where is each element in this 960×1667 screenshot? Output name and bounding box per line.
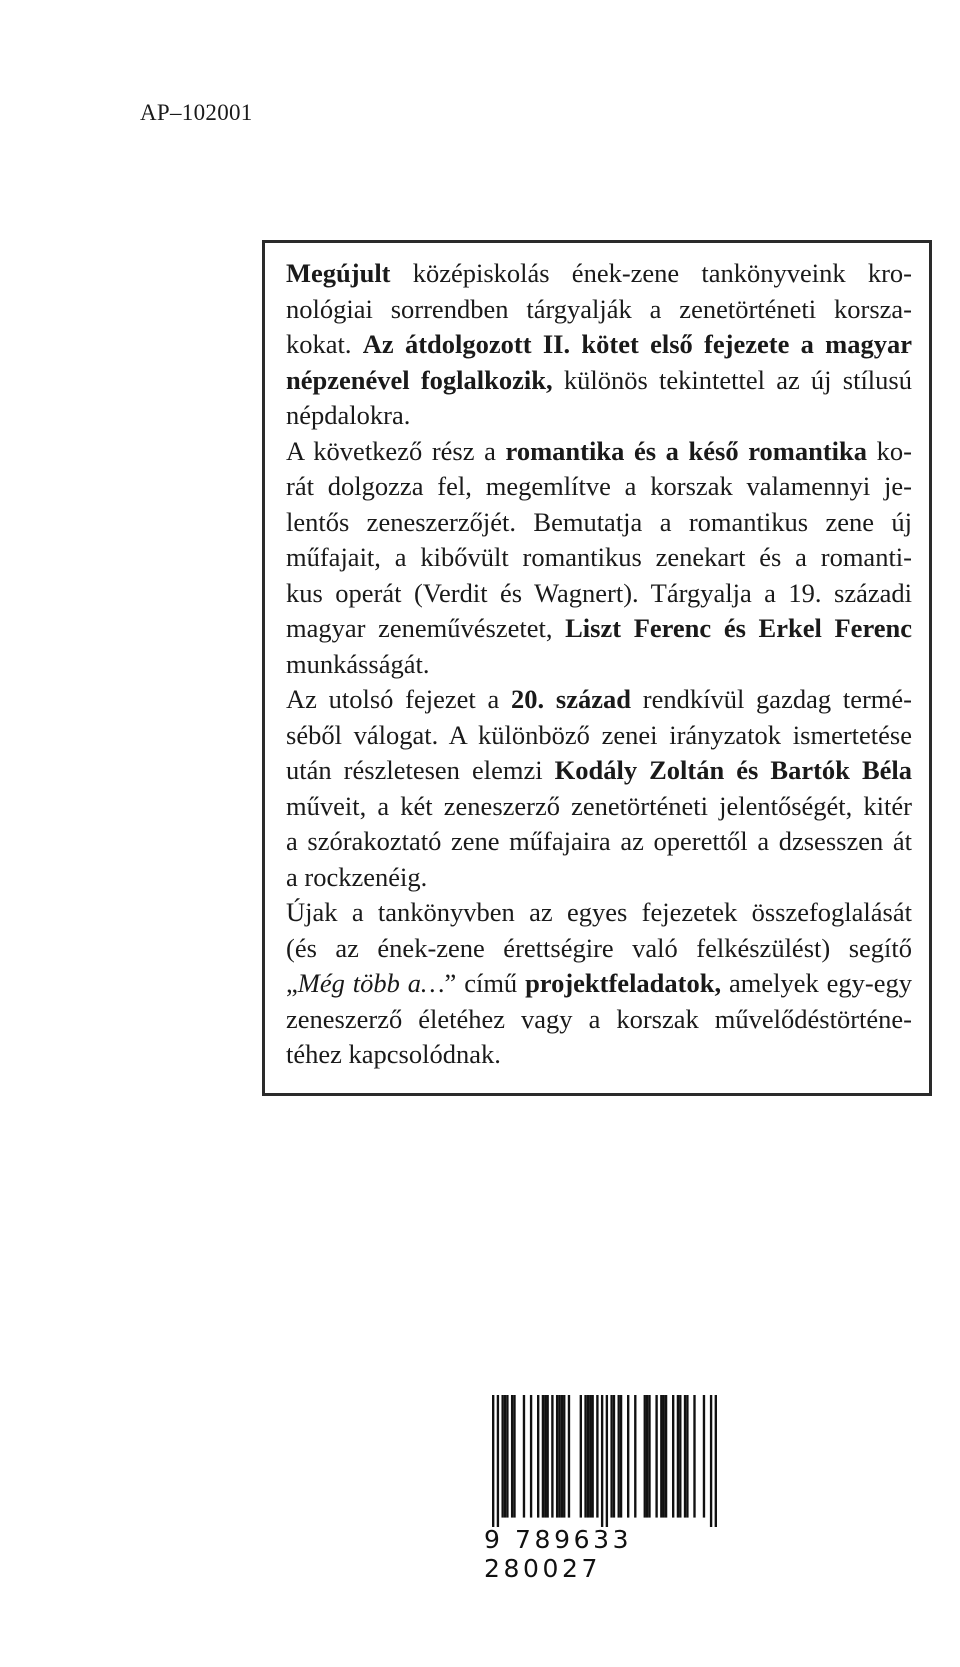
text-run: ko-	[867, 435, 912, 466]
barcode-bar	[537, 1395, 539, 1518]
text-line	[286, 1037, 912, 1073]
barcode-bar	[715, 1395, 717, 1527]
barcode-bar	[693, 1395, 695, 1518]
text-run: rendkívül gazdag termé-	[631, 684, 912, 714]
text-line	[286, 540, 912, 576]
barcode-bar	[587, 1395, 589, 1518]
text-run: séből válogat. A különböző zenei irányzatok ismertetése	[286, 719, 912, 750]
text-line	[286, 576, 912, 612]
text-run: munkásságát.	[286, 648, 430, 679]
barcode-bar	[501, 1395, 503, 1518]
text-line	[286, 860, 912, 896]
bold-text: Liszt Ferenc és Erkel Ferenc	[565, 613, 912, 643]
barcode-bar	[563, 1395, 565, 1518]
barcode-bar	[686, 1395, 688, 1518]
text-run: kokat.	[286, 329, 363, 359]
barcode-bar	[606, 1395, 608, 1527]
text-line	[286, 363, 912, 399]
text-run: kus operát (Verdit és Wagnert). Tárgyalja a 19. századi	[286, 577, 912, 608]
text-line	[286, 824, 912, 860]
bold-text: Kodály Zoltán és Bartók Béla	[554, 755, 912, 785]
barcode-bar	[511, 1395, 513, 1518]
text-run: „	[286, 968, 298, 998]
barcode-bar	[556, 1395, 558, 1518]
text-line	[286, 469, 912, 505]
barcode-bar	[580, 1395, 582, 1518]
text-run: különös tekintettel az új stílusú	[552, 364, 912, 395]
bold-text: projektfeladatok,	[525, 968, 722, 998]
barcode-bar	[492, 1395, 494, 1527]
barcode-bar	[596, 1395, 598, 1518]
text-line	[286, 753, 912, 789]
barcode-bar	[627, 1395, 629, 1518]
barcode-bar	[504, 1395, 506, 1518]
text-line	[286, 505, 912, 541]
bold-text: romantika és a késő romantika	[505, 435, 868, 466]
barcode-bar	[660, 1395, 662, 1518]
bold-text: Megújult	[286, 258, 391, 288]
bold-text: Az átdolgozott II. kötet első fejezete a magyar	[362, 329, 913, 359]
text-run: nológiai sorrendben tárgyalják a zenetörténeti korsza-	[286, 293, 912, 324]
description-text	[286, 256, 912, 1073]
text-run: magyar zeneművészetet,	[286, 613, 566, 643]
barcode-bar	[672, 1395, 674, 1518]
text-line	[286, 292, 912, 328]
barcode-bar	[542, 1395, 544, 1518]
barcode-bar	[497, 1395, 499, 1527]
barcode-bar	[648, 1395, 650, 1518]
bold-text: 20. század	[511, 684, 631, 714]
text-line	[286, 931, 912, 967]
text-run: népdalokra.	[286, 400, 411, 430]
italic-text: Még több a…	[297, 968, 445, 998]
barcode-bar	[646, 1395, 648, 1518]
text-line	[286, 718, 912, 754]
text-run: A következő rész a	[286, 435, 506, 466]
barcode-bar	[546, 1395, 548, 1518]
barcode-bar	[591, 1395, 593, 1518]
barcode	[492, 1395, 717, 1527]
barcode-bar	[584, 1395, 586, 1518]
text-run: téhez kapcsolódnak.	[286, 1039, 501, 1069]
barcode-bar	[620, 1395, 622, 1518]
barcode-bar	[561, 1395, 563, 1518]
text-line	[286, 789, 912, 825]
text-run: után részletesen elemzi	[286, 755, 555, 785]
barcode-bar	[530, 1395, 532, 1518]
barcode-bar	[618, 1395, 620, 1518]
barcode-bar	[665, 1395, 667, 1518]
bold-text: népzenével foglalkozik,	[286, 364, 553, 395]
text-run: műveit, a két zeneszerző zenetörténeti jelentőségét, kitér	[286, 790, 912, 821]
barcode-bar	[610, 1395, 612, 1518]
text-line	[286, 682, 912, 718]
barcode-bar	[589, 1395, 591, 1518]
barcode-bar	[506, 1395, 508, 1518]
text-line	[286, 398, 912, 434]
text-run: Újak a tankönyvben az egyes fejezetek összefoglalását	[286, 897, 912, 927]
text-run: műfajait, a kibővült romantikus zenekart és a romanti-	[286, 542, 912, 572]
text-line	[286, 327, 912, 363]
text-run: a rockzenéig.	[286, 861, 428, 892]
barcode-bar	[551, 1395, 553, 1518]
barcode-bar	[613, 1395, 615, 1518]
text-line	[286, 611, 912, 647]
text-run: Az utolsó fejezet a	[286, 684, 512, 714]
barcode-bar	[644, 1395, 646, 1518]
barcode-bar	[663, 1395, 665, 1518]
text-run: amelyek egy-egy	[721, 968, 912, 998]
product-code: AP–102001	[140, 100, 253, 125]
barcode-bar	[634, 1395, 636, 1518]
barcode-bar	[710, 1395, 712, 1527]
text-run: a szórakoztató zene műfajaira az operettől a dzsesszen át	[286, 826, 912, 856]
barcode-bar	[703, 1395, 705, 1518]
text-run: zeneszerző életéhez vagy a korszak művelődéstörténe-	[286, 1003, 912, 1034]
barcode-bar	[558, 1395, 560, 1518]
text-line	[286, 895, 912, 931]
barcode-bar	[523, 1395, 525, 1518]
barcode-bar	[513, 1395, 515, 1518]
barcode-digits: 9 789633 280027	[484, 1525, 633, 1583]
barcode-bar	[655, 1395, 657, 1518]
text-line	[286, 434, 912, 470]
text-run: lentős zeneszerzőjét. Bemutatja a romantikus zene új	[286, 506, 912, 537]
text-run: rát dolgozza fel, megemlítve a korszak valamennyi je-	[286, 471, 912, 501]
text-line	[286, 1002, 912, 1038]
text-run: (és az ének-zene érettségire való felkészülést) segítő	[286, 932, 912, 963]
barcode-bar	[568, 1395, 570, 1518]
text-line	[286, 256, 912, 292]
barcode-bar	[684, 1395, 686, 1518]
barcode-bar	[544, 1395, 546, 1518]
text-line	[286, 966, 912, 1002]
text-line	[286, 647, 912, 683]
barcode-bar	[677, 1395, 679, 1518]
barcode-bar	[601, 1395, 603, 1527]
barcode-bar	[679, 1395, 681, 1518]
text-run: ” című	[444, 968, 526, 998]
text-run: középiskolás ének-zene tankönyveink kro-	[390, 258, 912, 288]
